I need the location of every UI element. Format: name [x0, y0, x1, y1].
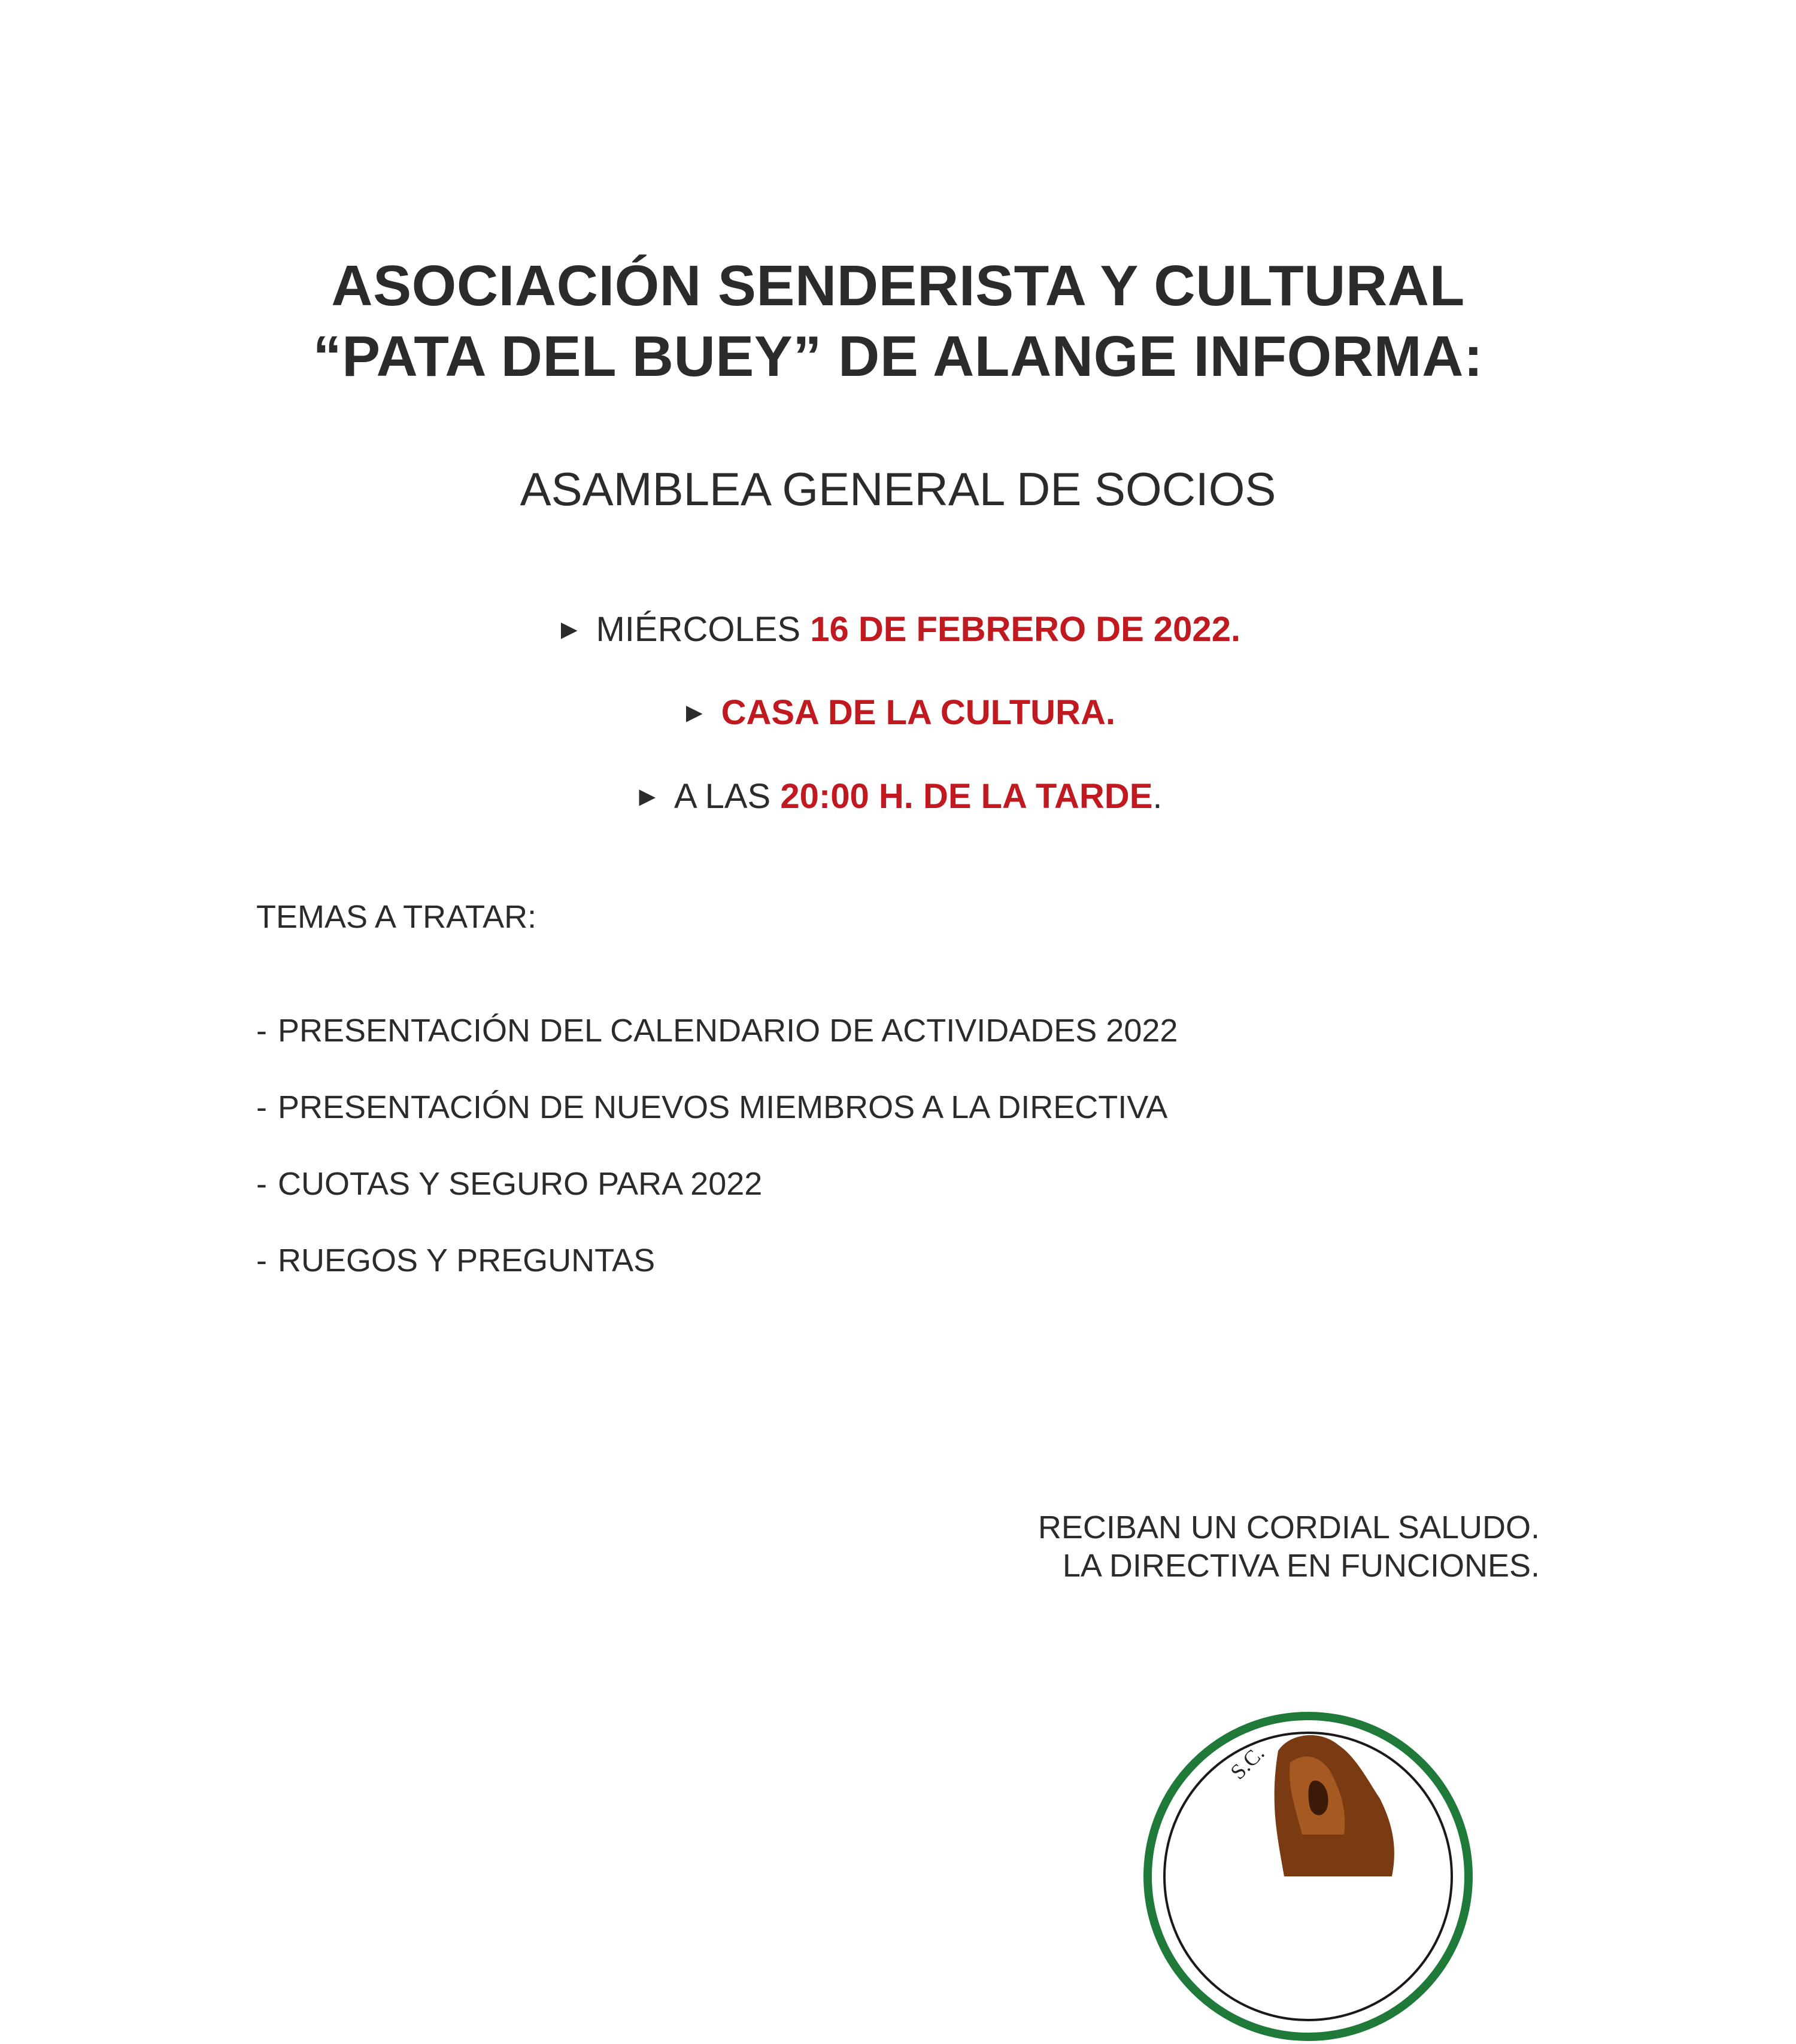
topic-text: RUEGOS Y PREGUNTAS: [277, 1243, 656, 1278]
list-item: [256, 1165, 1178, 1241]
date-prefix: MIÉRCOLES: [596, 610, 801, 649]
time-suffix: .: [1152, 777, 1163, 816]
dash-bullet: -: [256, 1089, 267, 1125]
date-row: [0, 608, 1796, 651]
title-line-1: ASOCIACIÓN SENDERISTA Y CULTURAL: [331, 254, 1465, 318]
time-value: 20:00 H. DE LA TARDE: [780, 777, 1153, 816]
topics-heading: TEMAS A TRATAR:: [256, 899, 537, 935]
title-line-2: “PATA DEL BUEY” DE ALANGE INFORMA:: [313, 324, 1483, 389]
topics-list: [256, 1012, 1178, 1318]
closing-line-1: RECIBAN UN CORDIAL SALUDO.: [1037, 1510, 1540, 1545]
association-logo: [1140, 1709, 1476, 2044]
assembly-subtitle: ASAMBLEA GENERAL DE SOCIOS: [520, 463, 1276, 515]
arrow-right-icon: ►: [555, 613, 583, 645]
arrow-right-icon: ►: [681, 697, 708, 728]
time-row: [0, 775, 1796, 818]
place-row: [0, 691, 1796, 734]
time-prefix: A LAS: [674, 777, 771, 816]
list-item: [256, 1088, 1178, 1165]
arrow-right-icon: ►: [633, 780, 662, 812]
topic-text: PRESENTACIÓN DE NUEVOS MIEMBROS A LA DIRECTIVA: [277, 1089, 1168, 1125]
notice-title: [0, 251, 1796, 392]
place-value: CASA DE LA CULTURA.: [721, 693, 1115, 732]
date-value: 16 DE FEBRERO DE 2022.: [810, 610, 1241, 649]
topic-text: CUOTAS Y SEGURO PARA 2022: [277, 1166, 763, 1202]
list-item: [256, 1241, 1178, 1318]
list-item: [256, 1012, 1178, 1088]
logo-text: S.C.: [1225, 1741, 1269, 1784]
closing-line-2: LA DIRECTIVA EN FUNCIONES.: [1062, 1548, 1540, 1584]
topic-text: PRESENTACIÓN DEL CALENDARIO DE ACTIVIDADES 2022: [277, 1013, 1178, 1049]
dash-bullet: -: [256, 1243, 267, 1278]
closing-signature: [1038, 1508, 1540, 1585]
dash-bullet: -: [256, 1166, 267, 1202]
dash-bullet: -: [256, 1013, 267, 1049]
